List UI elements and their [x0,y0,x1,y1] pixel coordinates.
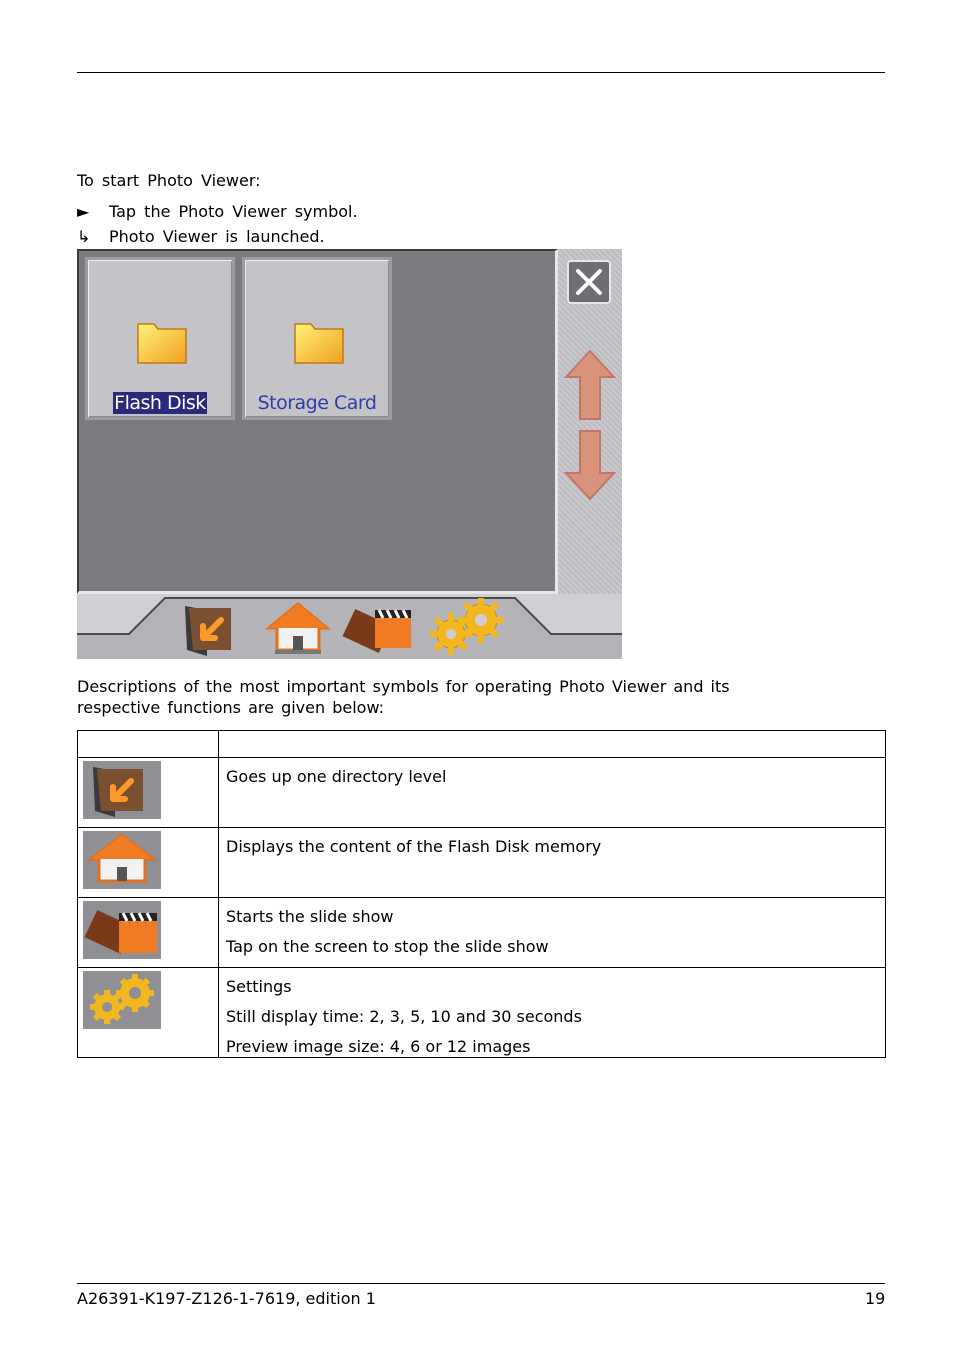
folder-icon [136,318,188,366]
folder-browser [77,249,558,594]
description-line-2: respective functions are given below: [77,698,385,717]
step-arrow-icon: ► [77,202,90,221]
description-line-1: Descriptions of the most important symbols for operating Photo Viewer and its [77,677,730,696]
table-icon-cell [78,758,219,828]
table-desc-line: Settings [226,977,292,996]
home-icon [83,831,161,889]
footer-rule [77,1283,885,1284]
arrow-down-icon[interactable] [562,427,618,503]
table-desc-line: Tap on the screen to stop the slide show [226,937,549,956]
table-desc-cell [219,828,886,898]
result-line [77,227,325,247]
step-text: Tap the Photo Viewer symbol. [109,202,358,221]
settings-icon [83,971,161,1029]
table-desc-cell [219,898,886,968]
footer-doc-id: A26391-K197-Z126-1-7619, edition 1 [77,1289,376,1308]
table-desc-line: Preview image size: 4, 6 or 12 images [226,1037,531,1056]
slideshow-icon [83,901,161,959]
table-header-row [78,731,886,758]
table-header-cell [219,731,886,758]
photo-viewer-screenshot [77,249,622,659]
arrow-up-icon[interactable] [562,347,618,423]
folder-icon [293,318,345,366]
table-icon-cell [78,828,219,898]
header-rule [77,72,885,73]
page-number: 19 [865,1289,886,1308]
result-text: Photo Viewer is launched. [109,227,325,246]
home-icon[interactable] [265,600,331,656]
settings-icon[interactable] [425,598,509,656]
table-header-cell [78,731,219,758]
tile-label-flash-disk: Flash Disk [114,392,206,414]
table-desc-line: Displays the content of the Flash Disk memory [226,837,602,856]
table-icon-cell [78,898,219,968]
tile-storage-card[interactable] [242,257,392,420]
bottom-toolbar [77,594,622,659]
result-arrow-icon: ↳ [77,227,91,246]
table-desc-line: Goes up one directory level [226,767,447,786]
table-row [78,968,886,1058]
close-icon[interactable] [566,259,612,305]
table-icon-cell [78,968,219,1058]
tile-flash-disk[interactable] [85,257,235,420]
table-desc-line: Still display time: 2, 3, 5, 10 and 30 seconds [226,1007,582,1026]
symbol-table [77,730,886,1058]
table-row [78,898,886,968]
table-desc-line: Starts the slide show [226,907,394,926]
sidebar [558,249,622,594]
table-desc-cell [219,758,886,828]
step-line [77,202,358,222]
tile-label-storage-card: Storage Card [257,392,377,414]
table-desc-cell [219,968,886,1058]
folder-up-icon [83,761,161,819]
table-row [78,758,886,828]
table-row [78,828,886,898]
intro-text: To start Photo Viewer: [77,171,261,190]
slideshow-icon[interactable] [341,600,417,656]
folder-up-icon[interactable] [177,600,241,658]
